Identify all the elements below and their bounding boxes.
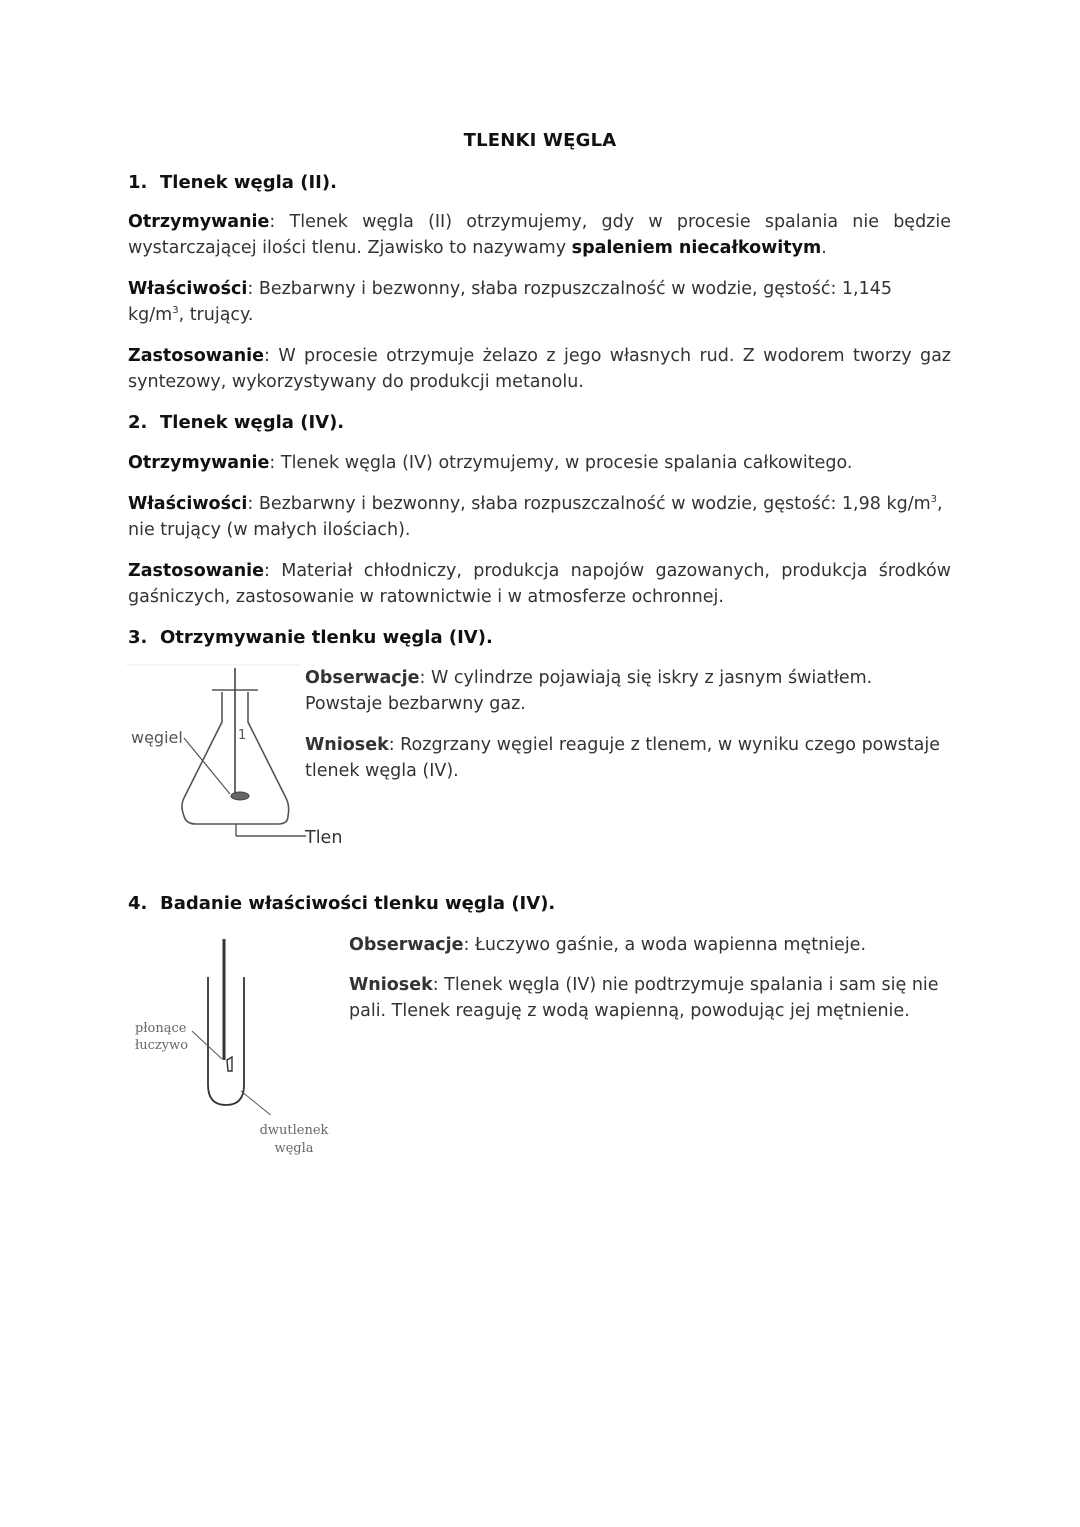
paragraph-label: Wniosek: [305, 735, 389, 755]
section-number: 2.: [128, 412, 148, 433]
co2-leader-line: [241, 1091, 278, 1115]
section-3-observations: [305, 665, 953, 717]
section-3-heading: [128, 627, 493, 648]
paragraph-tail: .: [821, 238, 827, 258]
flask-diagram: [126, 660, 306, 850]
superscript: 3: [930, 494, 938, 506]
co2-label-line-2: węgla: [274, 1141, 314, 1156]
paragraph-tail: , trujący.: [178, 305, 254, 325]
section-1-application: [128, 343, 951, 395]
section-number: 3.: [128, 627, 148, 648]
splint-label-line-2: łuczywo: [135, 1038, 189, 1053]
paragraph-text: : W procesie otrzymuje żelazo z jego własnych rud. Z wodorem tworzy gaz syntezowy, wykorzystywany do produkcji metanolu.: [128, 346, 951, 392]
paragraph-label: Obserwacje: [349, 935, 464, 955]
section-4-observations: [349, 932, 953, 958]
section-title: Tlenek węgla (IV).: [160, 412, 345, 433]
splint-leader-line: [192, 1031, 222, 1059]
section-2-heading: [128, 412, 344, 433]
section-1-obtaining: [128, 209, 951, 261]
paragraph-label: Właściwości: [128, 494, 248, 514]
section-2-properties: [128, 491, 951, 543]
superscript: 3: [172, 305, 179, 317]
splint-label: [135, 1020, 188, 1054]
document-title: TLENKI WĘGLA: [463, 130, 617, 151]
section-number: 1.: [128, 172, 148, 193]
section-3-conclusion: [305, 732, 953, 784]
paragraph-bold-tail: spaleniem niecałkowitym: [571, 238, 822, 258]
carbon-label: węgiel: [131, 728, 183, 747]
section-2-obtaining: [128, 450, 951, 476]
paragraph-label: Właściwości: [128, 279, 248, 299]
section-title: Badanie właściwości tlenku węgla (IV).: [160, 893, 556, 914]
section-title: Tlenek węgla (II).: [160, 172, 337, 193]
section-1-properties: [128, 276, 951, 328]
paragraph-text: : W cylindrze pojawiają się iskry z jasnym światłem. Powstaje bezbarwny gaz.: [305, 668, 873, 714]
paragraph-label: Zastosowanie: [128, 561, 265, 581]
item-number-label: 1: [238, 728, 247, 743]
paragraph-text: : Materiał chłodniczy, produkcja napojów gazowanych, produkcja środków gaśniczych, zastosowanie w ratownictwie i w atmosferze ochronnej.: [128, 561, 951, 607]
paragraph-label: Wniosek: [349, 975, 433, 995]
section-2-application: [128, 558, 951, 610]
paragraph-text: : Tlenek węgla (IV) otrzymujemy, w procesie spalania całkowitego.: [269, 453, 853, 473]
paragraph-text: : Bezbarwny i bezwonny, słaba rozpuszczalność w wodzie, gęstość: 1,98 kg/m: [247, 494, 931, 514]
paragraph-text: : Tlenek węgla (II) otrzymujemy, gdy w procesie spalania nie będzie wystarczającej ilości tlenu. Zjawisko to nazywamy: [128, 212, 951, 258]
paragraph-text: : Tlenek węgla (IV) nie podtrzymuje spalania i sam się nie pali. Tlenek reaguję z wodą wapienną, powodując jej mętnienie.: [349, 975, 939, 1021]
co2-label: [258, 1122, 330, 1158]
section-1-heading: [128, 172, 337, 193]
paragraph-text: : Łuczywo gaśnie, a woda wapienna mętnieje.: [463, 935, 867, 955]
test-tube-outline: [208, 977, 244, 1105]
test-tube-diagram: [186, 935, 336, 1115]
paragraph-tail: , nie trujący (w małych ilościach).: [128, 494, 943, 540]
co2-label-line-1: dwutlenek: [259, 1123, 329, 1138]
paragraph-label: Obserwacje: [305, 668, 420, 688]
combustion-spoon: [231, 792, 249, 800]
paragraph-label: Zastosowanie: [128, 346, 265, 366]
paragraph-label: Otrzymywanie: [128, 212, 270, 232]
section-number: 4.: [128, 893, 148, 914]
section-title: Otrzymywanie tlenku węgla (IV).: [160, 627, 493, 648]
splint-label-line-1: płonące: [135, 1021, 187, 1036]
paragraph-text: : Rozgrzany węgiel reaguje z tlenem, w wyniku czego powstaje tlenek węgla (IV).: [305, 735, 941, 781]
section-4-conclusion: [349, 972, 953, 1024]
flame-tip: [227, 1057, 232, 1071]
oxygen-label: Tlen: [305, 828, 343, 848]
paragraph-label: Otrzymywanie: [128, 453, 270, 473]
section-4-heading: [128, 893, 555, 914]
paragraph-text: : Bezbarwny i bezwonny, słaba rozpuszczalność w wodzie, gęstość: 1,145 kg/m: [128, 279, 893, 325]
